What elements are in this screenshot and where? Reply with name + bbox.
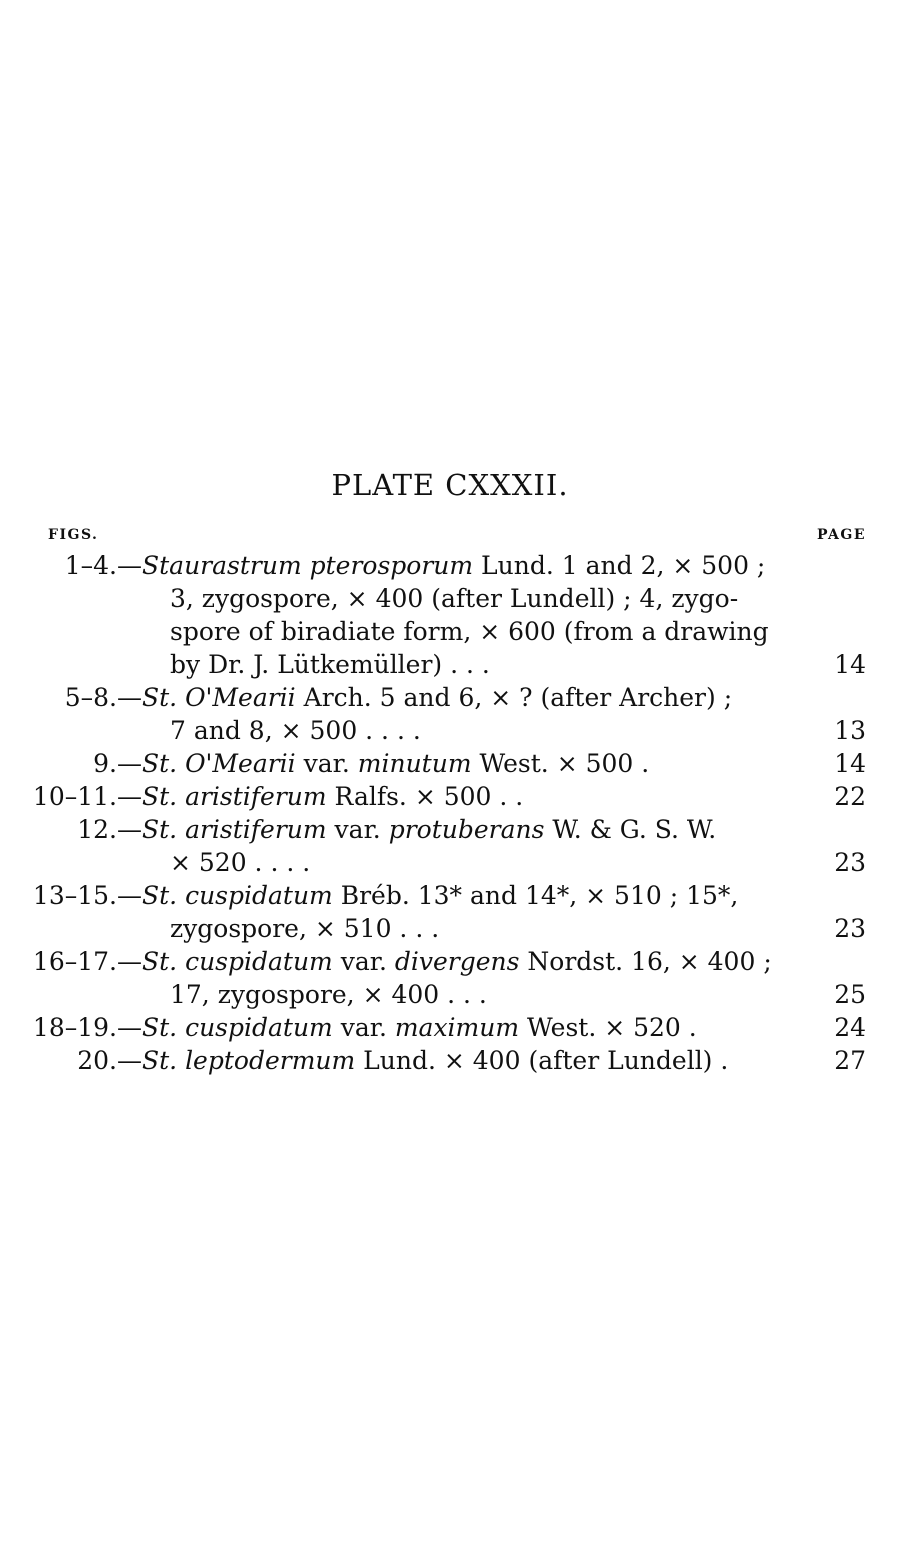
entry-line — [0, 945, 900, 978]
entry-text-part: West. × 520 . — [519, 1013, 697, 1042]
taxon-name: St. leptodermum — [142, 1046, 356, 1075]
figure-numbers: 20.— — [77, 1046, 142, 1075]
figure-entry — [0, 747, 900, 780]
figure-entry — [0, 681, 900, 747]
entry-text — [142, 1044, 728, 1077]
entry-text-part: Lund. × 400 (after Lundell) . — [355, 1046, 729, 1075]
entry-text — [170, 615, 769, 648]
page-number: 23 — [834, 848, 866, 877]
taxon-name: St. aristiferum — [142, 815, 327, 844]
page-number: 27 — [834, 1046, 866, 1075]
taxon-name: St. cuspidatum — [142, 1013, 333, 1042]
taxon-name: St. O'Mearii — [142, 683, 296, 712]
entry-line — [0, 549, 900, 582]
figure-numbers: 18–19.— — [32, 1013, 142, 1042]
entry-line — [0, 681, 900, 714]
entry-text — [170, 978, 487, 1011]
taxon-name: St. aristiferum — [142, 782, 327, 811]
page-number: 23 — [834, 914, 866, 943]
figure-entry — [0, 879, 900, 945]
entry-text-part: Nordst. 16, × 400 ; — [519, 947, 772, 976]
figure-entry — [0, 1044, 900, 1077]
taxon-name: St. cuspidatum — [142, 947, 333, 976]
entry-line — [0, 615, 900, 648]
entry-line — [0, 813, 900, 846]
taxon-name: divergens — [394, 947, 520, 976]
figure-numbers: 9.— — [93, 749, 142, 778]
entry-text-part: by Dr. J. Lütkemüller) . . . — [170, 650, 490, 679]
taxon-name: St. cuspidatum — [142, 881, 333, 910]
entry-text — [170, 582, 738, 615]
entry-line — [0, 1011, 900, 1044]
entry-line — [0, 846, 900, 879]
page-number: 13 — [834, 716, 866, 745]
entry-line — [0, 1044, 900, 1077]
figure-numbers: 10–11.— — [32, 782, 142, 811]
figure-numbers: 16–17.— — [32, 947, 142, 976]
figure-entry — [0, 780, 900, 813]
entry-text-part: var. — [295, 749, 358, 778]
figure-entry — [0, 945, 900, 1011]
figure-entry — [0, 813, 900, 879]
entry-line — [0, 780, 900, 813]
entry-text — [142, 879, 738, 912]
taxon-name: maximum — [394, 1013, 520, 1042]
entry-text — [142, 681, 732, 714]
entry-text-part: 3, zygospore, × 400 (after Lundell) ; 4, zygo- — [170, 584, 739, 613]
figure-list — [0, 549, 900, 1077]
entry-text — [142, 1011, 697, 1044]
figure-entry — [0, 549, 900, 681]
entry-text — [142, 945, 772, 978]
figure-numbers: 13–15.— — [32, 881, 142, 910]
entry-text-part: Arch. 5 and 6, × ? (after Archer) ; — [295, 683, 733, 712]
taxon-name: Staurastrum pterosporum — [142, 551, 474, 580]
page-column-header: PAGE — [817, 527, 866, 543]
entry-line — [0, 582, 900, 615]
figure-numbers: 1–4.— — [64, 551, 142, 580]
entry-text — [142, 747, 649, 780]
entry-text — [142, 549, 765, 582]
entry-line — [0, 747, 900, 780]
entry-line — [0, 978, 900, 1011]
entry-line — [0, 714, 900, 747]
entry-text-part: 17, zygospore, × 400 . . . — [170, 980, 487, 1009]
figure-numbers: 5–8.— — [64, 683, 142, 712]
entry-text-part: spore of biradiate form, × 600 (from a drawing — [170, 617, 769, 646]
entry-text-part: 7 and 8, × 500 . . . . — [170, 716, 421, 745]
entry-text-part: var. — [332, 1013, 395, 1042]
entry-text-part: West. × 500 . — [471, 749, 650, 778]
entry-text-part: × 520 . . . . — [170, 848, 311, 877]
entry-text — [170, 648, 490, 681]
taxon-name: St. O'Mearii — [142, 749, 296, 778]
figure-numbers: 12.— — [77, 815, 142, 844]
taxon-name: minutum — [357, 749, 472, 778]
entry-line — [0, 879, 900, 912]
page-number: 14 — [834, 749, 866, 778]
entry-line — [0, 648, 900, 681]
entry-text-part: var. — [326, 815, 389, 844]
page-number: 24 — [834, 1013, 866, 1042]
entry-text-part: var. — [332, 947, 395, 976]
entry-line — [0, 912, 900, 945]
entry-text — [170, 846, 310, 879]
entry-text-part: Bréb. 13* and 14*, × 510 ; 15*, — [332, 881, 739, 910]
entry-text — [142, 780, 523, 813]
page-number: 25 — [834, 980, 866, 1009]
entry-text — [170, 912, 439, 945]
entry-text-part: Ralfs. × 500 . . — [326, 782, 524, 811]
entry-text-part: zygospore, × 510 . . . — [170, 914, 440, 943]
entry-text-part: W. & G. S. W. — [544, 815, 717, 844]
plate-title: PLATE CXXXII. — [331, 468, 569, 502]
entry-text — [170, 714, 421, 747]
entry-text — [142, 813, 716, 846]
page-number: 22 — [834, 782, 866, 811]
figs-column-header: FIGS. — [48, 527, 99, 543]
page-number: 14 — [834, 650, 866, 679]
entry-text-part: Lund. 1 and 2, × 500 ; — [473, 551, 766, 580]
taxon-name: protuberans — [388, 815, 545, 844]
figure-entry — [0, 1011, 900, 1044]
